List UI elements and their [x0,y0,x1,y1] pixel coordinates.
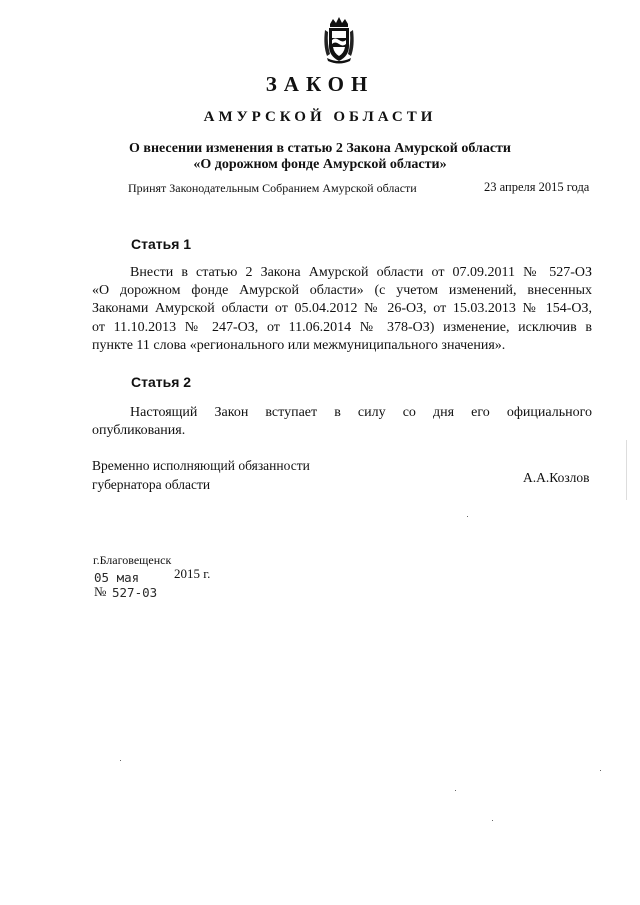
law-name [0,141,640,173]
paragraph-line: Законами Амурской области от 05.04.2012 № 26-ОЗ, от 15.03.2013 № 154-ОЗ, [92,301,592,317]
adopted-by-text: Принят Законодательным Собранием Амурской области [128,181,417,195]
paragraph-line: от 11.10.2013 № 247-ОЗ, от 11.06.2014 № 378-ОЗ) изменение, исключив в [92,319,592,335]
law-name-line: «О дорожном фонде Амурской области» [193,157,447,172]
signatory-name: А.А.Козлов [523,470,590,485]
adopted-date: 23 апреля 2015 года [484,180,590,194]
article-2-text [92,404,592,440]
scan-edge-mark [626,440,627,500]
scan-speck [600,770,601,771]
document-title: ЗАКОН [265,72,375,96]
law-number-value: 527-03 [112,585,158,600]
signing-date-year: 2015 г. [174,566,211,581]
scan-speck [492,820,493,821]
signatory-position-line: губернатора области [92,477,211,492]
law-number-label: № [94,584,107,599]
city-name: г.Благовещенск [93,553,172,567]
amur-oblast-coat-of-arms-icon [321,16,357,64]
law-name-line: О внесении изменения в статью 2 Закона Амурской области [129,141,511,156]
article-2-heading: Статья 2 [131,374,192,390]
scan-speck [120,760,121,761]
signatory-position-line: Временно исполняющий обязанности [92,458,310,473]
signing-date-day-month: 05 мая [94,570,140,585]
paragraph-line: Внести в статью 2 Закона Амурской области от 07.09.2011 № 527-ОЗ [130,265,592,280]
paragraph-line: пункте 11 слова «регионального или межмуниципального значения». [92,337,506,353]
scan-speck [455,790,456,791]
paragraph-line: Настоящий Закон вступает в силу со дня его официального [130,405,592,420]
signatory-position [92,456,310,494]
paragraph-line: опубликования. [92,423,186,439]
scan-speck [467,516,468,517]
article-1-heading: Статья 1 [131,236,192,252]
document-subtitle: АМУРСКОЙ ОБЛАСТИ [203,109,437,125]
paragraph-line: «О дорожном фонде Амурской области» (с учетом изменений, внесенных [92,283,592,299]
article-1-text [92,264,592,355]
